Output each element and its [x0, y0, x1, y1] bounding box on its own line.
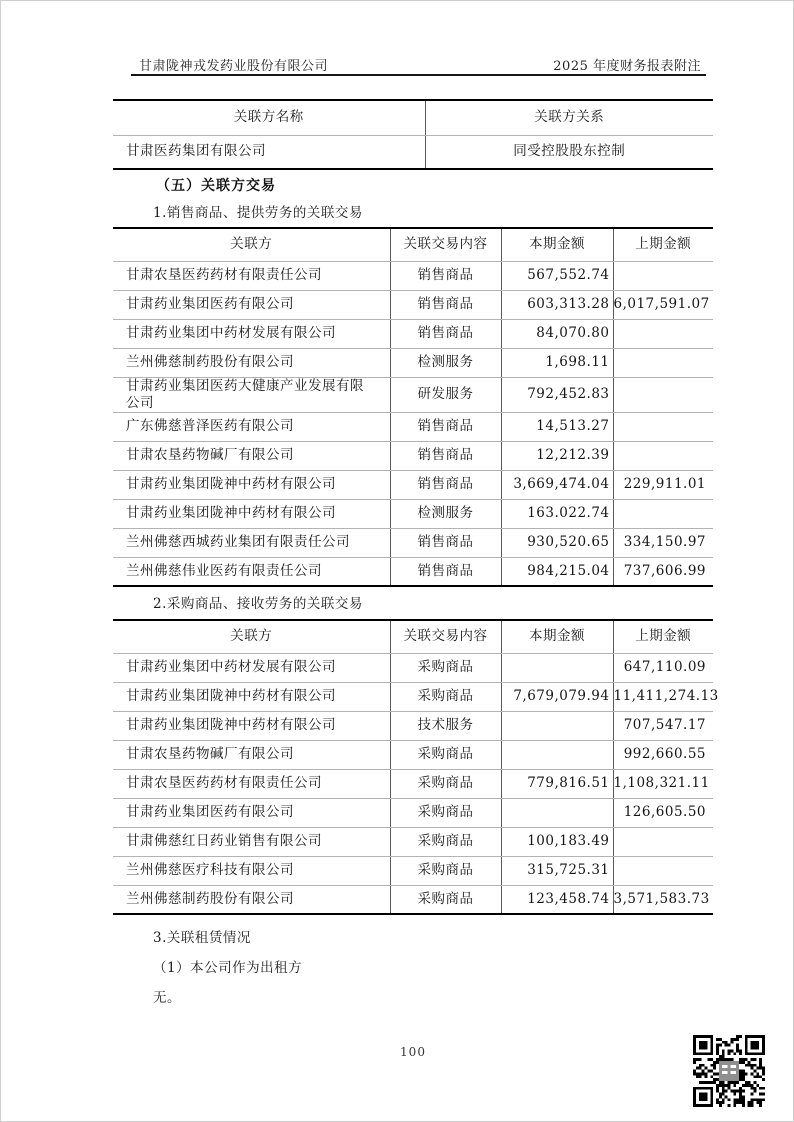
table-row [113, 740, 713, 769]
table-cell [613, 348, 713, 377]
table-cell: 采购商品 [390, 740, 501, 769]
table-row [113, 377, 713, 412]
column-header: 关联方 [113, 620, 390, 653]
table-row [113, 290, 713, 319]
table-cell [613, 412, 713, 441]
table-cell [613, 856, 713, 885]
table-row [113, 827, 713, 856]
table-row [113, 412, 713, 441]
table-header-row [113, 228, 713, 261]
table-cell: 12,212.39 [501, 441, 613, 470]
table-cell: 229,911.01 [613, 470, 713, 499]
table-cell: 采购商品 [390, 682, 501, 711]
lessor-item-title: （1）本公司作为出租方 [153, 960, 303, 976]
table-header-row [113, 100, 713, 135]
header-company-name: 甘肃陇神戎发药业股份有限公司 [139, 59, 329, 74]
table-row [113, 557, 713, 586]
page-number: 100 [400, 1045, 426, 1059]
table-cell [613, 319, 713, 348]
table-cell: 792,452.83 [501, 377, 613, 412]
table-cell [613, 827, 713, 856]
table-header-row [113, 620, 713, 653]
table-cell: 销售商品 [390, 528, 501, 557]
table-cell: 甘肃药业集团医药有限公司 [113, 798, 390, 827]
table-cell: 707,547.17 [613, 711, 713, 740]
table-row [113, 441, 713, 470]
table-cell: 3,669,474.04 [501, 470, 613, 499]
table-row [113, 856, 713, 885]
table-cell: 研发服务 [390, 377, 501, 412]
table-cell: 647,110.09 [613, 653, 713, 682]
table-cell: 甘肃药业集团中药材发展有限公司 [113, 653, 390, 682]
table-cell [501, 798, 613, 827]
table-cell [501, 653, 613, 682]
table-cell: 123,458.74 [501, 885, 613, 914]
column-header: 关联交易内容 [390, 620, 501, 653]
table-cell: 甘肃农垦药物碱厂有限公司 [113, 441, 390, 470]
column-header: 关联方 [113, 228, 390, 261]
table-row [113, 769, 713, 798]
table-cell: 737,606.99 [613, 557, 713, 586]
column-header: 上期金额 [613, 620, 713, 653]
table-row [113, 885, 713, 914]
header-report-title: 2025 年度财务报表附注 [553, 59, 701, 74]
table-cell: 3,571,583.73 [613, 885, 713, 914]
table-cell: 甘肃医药集团有限公司 [113, 135, 425, 169]
page-content [113, 99, 719, 1007]
subsection-2-title: 2.采购商品、接收劳务的关联交易 [153, 596, 363, 612]
sales-transactions-table [113, 227, 713, 587]
table-cell: 检测服务 [390, 348, 501, 377]
table-row [113, 261, 713, 290]
none-text: 无。 [153, 990, 181, 1006]
table-cell: 同受控股股东控制 [425, 135, 713, 169]
table-cell: 销售商品 [390, 290, 501, 319]
subsection-1-title: 1.销售商品、提供劳务的关联交易 [153, 205, 363, 221]
table-cell: 采购商品 [390, 827, 501, 856]
table-cell [501, 740, 613, 769]
table-cell [613, 499, 713, 528]
column-header: 本期金额 [501, 620, 613, 653]
table-cell: 甘肃佛慈红日药业销售有限公司 [113, 827, 390, 856]
table-cell: 126,605.50 [613, 798, 713, 827]
table-cell: 甘肃药业集团陇神中药材有限公司 [113, 470, 390, 499]
table-cell: 315,725.31 [501, 856, 613, 885]
table-row [113, 135, 713, 169]
table-cell: 兰州佛慈制药股份有限公司 [113, 348, 390, 377]
table-cell: 14,513.27 [501, 412, 613, 441]
table-cell: 11,411,274.13 [613, 682, 713, 711]
table-cell: 7,679,079.94 [501, 682, 613, 711]
table-cell: 334,150.97 [613, 528, 713, 557]
table-row [113, 499, 713, 528]
table-cell: 兰州佛慈医疗科技有限公司 [113, 856, 390, 885]
table-cell: 销售商品 [390, 412, 501, 441]
table-cell: 163.022.74 [501, 499, 613, 528]
page-header [139, 55, 701, 74]
table-cell [613, 377, 713, 412]
table-cell: 甘肃药业集团医药大健康产业发展有限公司 [113, 377, 390, 412]
subsection-3-title: 3.关联租赁情况 [153, 930, 251, 946]
table-cell: 广东佛慈普泽医药有限公司 [113, 412, 390, 441]
table-cell: 1,108,321.11 [613, 769, 713, 798]
table-cell: 6,017,591.07 [613, 290, 713, 319]
purchase-transactions-table [113, 619, 719, 915]
table-cell: 甘肃药业集团中药材发展有限公司 [113, 319, 390, 348]
header-rule [131, 74, 706, 76]
section-title: （五）关联方交易 [156, 178, 276, 194]
table-cell: 603,313.28 [501, 290, 613, 319]
table-row [113, 682, 713, 711]
table-cell: 992,660.55 [613, 740, 713, 769]
table-cell: 甘肃农垦药物碱厂有限公司 [113, 740, 390, 769]
table-cell: 84,070.80 [501, 319, 613, 348]
table-row [113, 470, 713, 499]
table-cell: 甘肃药业集团医药有限公司 [113, 290, 390, 319]
table-cell: 甘肃农垦医药药材有限责任公司 [113, 769, 390, 798]
table-cell: 甘肃药业集团陇神中药材有限公司 [113, 682, 390, 711]
table-row [113, 798, 713, 827]
qr-code [693, 1035, 765, 1107]
table-cell: 甘肃药业集团陇神中药材有限公司 [113, 711, 390, 740]
column-header: 上期金额 [613, 228, 713, 261]
related-party-table [113, 99, 713, 170]
table-row [113, 319, 713, 348]
table-cell: 兰州佛慈制药股份有限公司 [113, 885, 390, 914]
table-cell: 兰州佛慈伟业医药有限责任公司 [113, 557, 390, 586]
table-row [113, 348, 713, 377]
table-cell: 采购商品 [390, 653, 501, 682]
column-header: 关联方关系 [425, 100, 713, 135]
table-cell: 检测服务 [390, 499, 501, 528]
table-cell: 930,520.65 [501, 528, 613, 557]
column-header: 关联交易内容 [390, 228, 501, 261]
table-cell: 销售商品 [390, 470, 501, 499]
table-cell: 采购商品 [390, 885, 501, 914]
column-header: 本期金额 [501, 228, 613, 261]
table-cell [613, 441, 713, 470]
table-cell: 销售商品 [390, 557, 501, 586]
table-cell: 100,183.49 [501, 827, 613, 856]
table-cell: 984,215.04 [501, 557, 613, 586]
table-row [113, 528, 713, 557]
table-cell: 567,552.74 [501, 261, 613, 290]
table-cell: 采购商品 [390, 856, 501, 885]
table-cell [501, 711, 613, 740]
table-cell: 采购商品 [390, 798, 501, 827]
table-cell [613, 261, 713, 290]
table-cell: 销售商品 [390, 441, 501, 470]
table-cell: 779,816.51 [501, 769, 613, 798]
table-cell: 1,698.11 [501, 348, 613, 377]
table-cell: 销售商品 [390, 261, 501, 290]
table-row [113, 653, 713, 682]
table-cell: 采购商品 [390, 769, 501, 798]
table-cell: 销售商品 [390, 319, 501, 348]
column-header: 关联方名称 [113, 100, 425, 135]
table-row [113, 711, 713, 740]
table-cell: 技术服务 [390, 711, 501, 740]
table-cell: 甘肃药业集团陇神中药材有限公司 [113, 499, 390, 528]
table-cell: 兰州佛慈西城药业集团有限责任公司 [113, 528, 390, 557]
table-cell: 甘肃农垦医药药材有限责任公司 [113, 261, 390, 290]
